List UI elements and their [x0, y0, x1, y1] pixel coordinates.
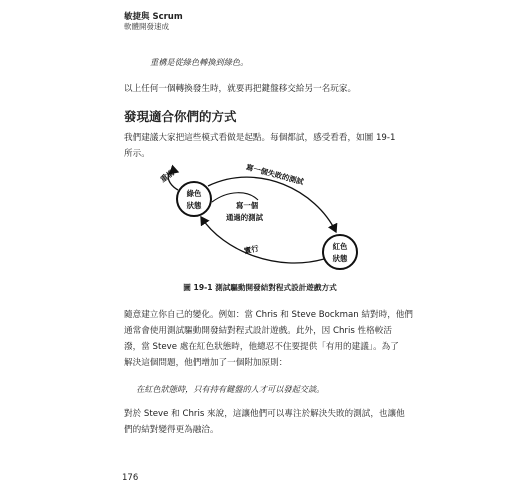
write-passing-test-line1: 寫一個	[236, 201, 259, 210]
write-failing-test-label: 寫一個失敗的測試	[245, 162, 305, 187]
refactor-label: 重構	[158, 168, 176, 185]
red-state-label-line2: 狀態	[332, 254, 348, 263]
paragraph-2-line-2: 所示。	[124, 149, 150, 159]
red-state-rule-quote: 在紅色狀態時，只有持有鍵盤的人才可以發起交談。	[136, 384, 325, 394]
paragraph-1: 以上任何一個轉換發生時，就要再把鍵盤移交給另一名玩家。	[124, 84, 357, 94]
book-title: 敏捷與 Scrum	[124, 12, 183, 22]
paragraph-3-line-4: 解決這個問題，他們增加了一個附加原則：	[124, 358, 288, 368]
paragraph-4-line-2: 們的結對變得更為融洽。	[124, 425, 219, 435]
figure-caption: 圖 19-1 測試驅動開發結對程式設計遊戲方式	[183, 283, 337, 292]
green-state-node	[177, 182, 211, 216]
page-number: 176	[122, 473, 139, 483]
write-failing-test-arrow	[208, 177, 336, 232]
green-state-label-line2: 狀態	[186, 201, 202, 210]
paragraph-3-line-1: 隨意建立你自己的變化。例如：當 Chris 和 Steve Bockman 結對時，他們	[124, 310, 413, 320]
section-heading: 發現適合你們的方式	[124, 109, 237, 124]
write-passing-test-line2: 通過的測試	[226, 213, 263, 222]
tdd-pairing-game-diagram	[148, 160, 374, 272]
red-state-node	[323, 235, 357, 269]
refactor-quote: 重構是從綠色轉換到綠色。	[150, 57, 249, 67]
paragraph-2-line-1: 我們建議大家把這些模式看做是起點。每個都試，感受看看，如圖 19-1	[124, 133, 396, 143]
red-state-label-line1: 紅色	[332, 242, 348, 251]
implement-arrow	[201, 217, 324, 263]
paragraph-3-line-3: 潑，當 Steve 處在紅色狀態時，他總忍不住要提供「有用的建議」。為了	[124, 342, 399, 352]
implement-label: 實行	[243, 243, 260, 256]
paragraph-3-line-2: 通常會使用測試驅動開發結對程式設計遊戲。此外，因 Chris 性格較活	[124, 326, 392, 336]
section-title: 軟體開發速成	[124, 22, 169, 31]
paragraph-4-line-1: 對於 Steve 和 Chris 來說，這讓他們可以專注於解決失敗的測試，也讓他	[124, 409, 405, 419]
green-state-label-line1: 綠色	[186, 189, 202, 198]
